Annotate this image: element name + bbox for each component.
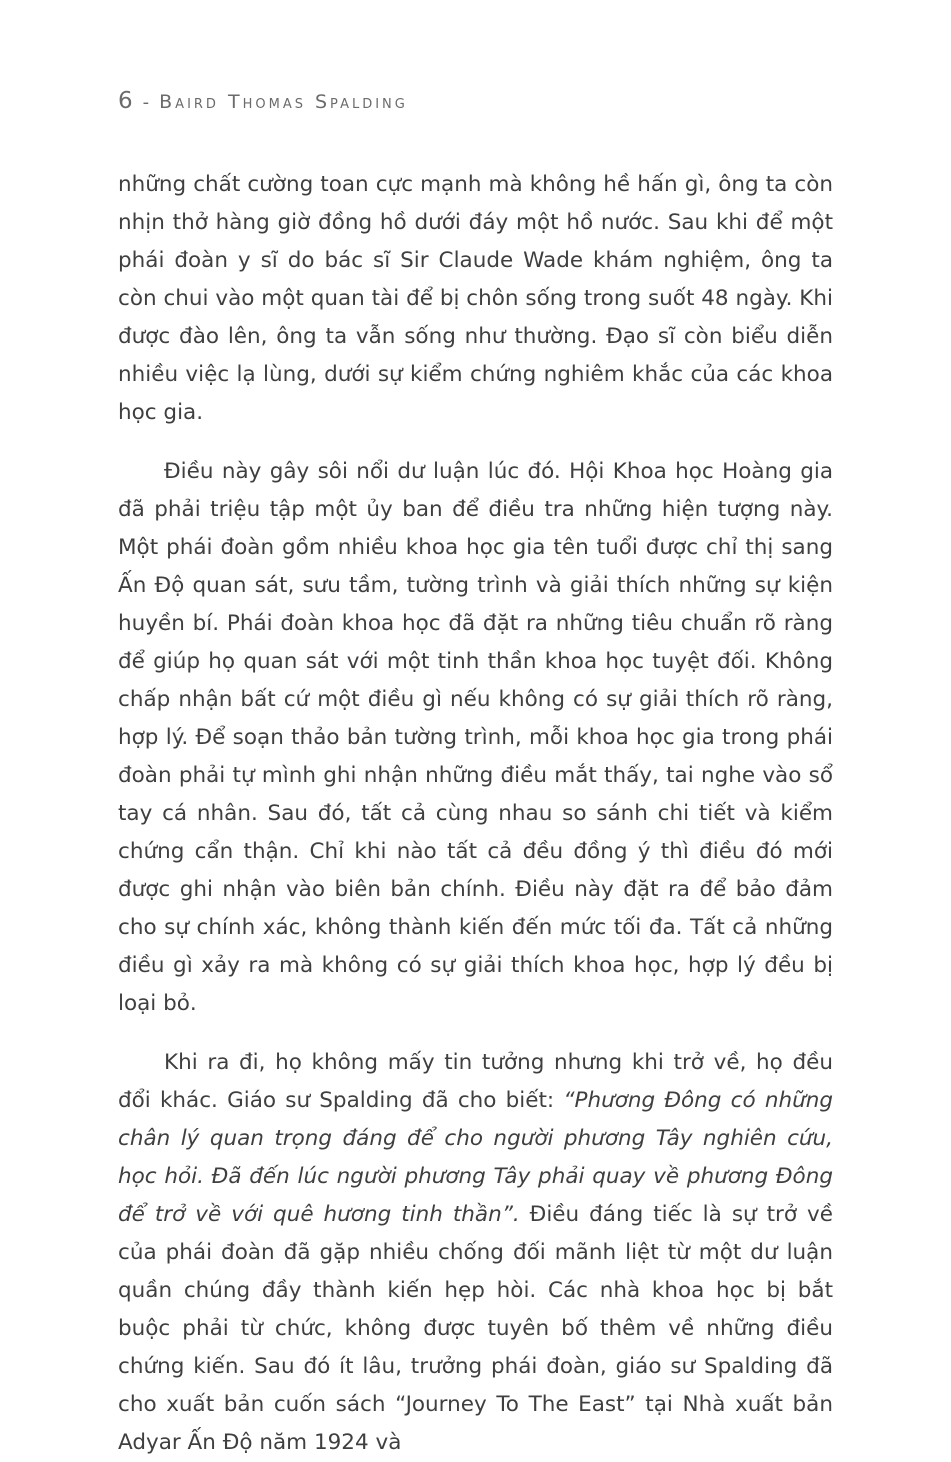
page-number: 6 xyxy=(118,88,133,114)
paragraph-text: những chất cường toan cực mạnh mà không hề hấn gì, ông ta còn nhịn thở hàng giờ đồng hồ dưới đáy một hồ nước. Sau khi để một phái đoàn y sĩ do bác sĩ Sir Claude Wade khám nghiệm, ông ta còn chui vào một quan tài để bị chôn sống trong suốt 48 ngày. Khi được đào lên, ông ta vẫn sống như thường. Đạo sĩ còn biểu diễn nhiều việc lạ lùng, dưới sự kiểm chứng nghiêm khắc của các khoa học gia. xyxy=(118,172,833,425)
paragraph xyxy=(118,166,833,432)
paragraph-text: Khi ra đi, họ không mấy tin tưởng nhưng khi trở về, họ đều đổi khác. Giáo sư Spalding đã cho biết: xyxy=(118,1050,833,1113)
page-body xyxy=(118,166,833,1462)
paragraph xyxy=(118,453,833,1023)
running-header xyxy=(118,88,833,114)
header-title: Baird Thomas Spalding xyxy=(159,91,408,113)
paragraph xyxy=(118,1044,833,1462)
paragraph-text: Điều đáng tiếc là sự trở về của phái đoàn đã gặp nhiều chống đối mãnh liệt từ một dư luận quần chúng đầy thành kiến hẹp hòi. Các nhà khoa học bị bắt buộc phải từ chức, không được tuyên bố thêm về những điều chứng kiến. Sau đó ít lâu, trưởng phái đoàn, giáo sư Spalding đã cho xuất bản cuốn sách “Journey To The East” tại Nhà xuất bản Adyar Ấn Độ năm 1924 và xyxy=(118,1202,833,1455)
paragraph-text: Điều này gây sôi nổi dư luận lúc đó. Hội Khoa học Hoàng gia đã phải triệu tập một ủy ban để điều tra những hiện tượng này. Một phái đoàn gồm nhiều khoa học gia tên tuổi được chỉ thị sang Ấn Độ quan sát, sưu tầm, tường trình và giải thích những sự kiện huyền bí. Phái đoàn khoa học đã đặt ra những tiêu chuẩn rõ ràng để giúp họ quan sát với một tinh thần khoa học tuyệt đối. Không chấp nhận bất cứ một điều gì nếu không có sự giải thích rõ ràng, hợp lý. Để soạn thảo bản tường trình, mỗi khoa học gia trong phái đoàn phải tự mình ghi nhận những điều mắt thấy, tai nghe vào sổ tay cá nhân. Sau đó, tất cả cùng nhau so sánh chi tiết và kiểm chứng cẩn thận. Chỉ khi nào tất cả đều đồng ý thì điều đó mới được ghi nhận vào biên bản chính. Điều này đặt ra để bảo đảm cho sự chính xác, không thành kiến đến mức tối đa. Tất cả những điều gì xảy ra mà không có sự giải thích khoa học, hợp lý đều bị loại bỏ. xyxy=(118,459,833,1016)
quoted-italic-text: “Phương Đông có những chân lý quan trọng đáng để cho người phương Tây nghiên cứu, học hỏi. Đã đến lúc người phương Tây phải quay về phương Đông để trở về với quê hương tinh thần”. xyxy=(118,1088,833,1227)
header-separator: - xyxy=(142,92,150,113)
